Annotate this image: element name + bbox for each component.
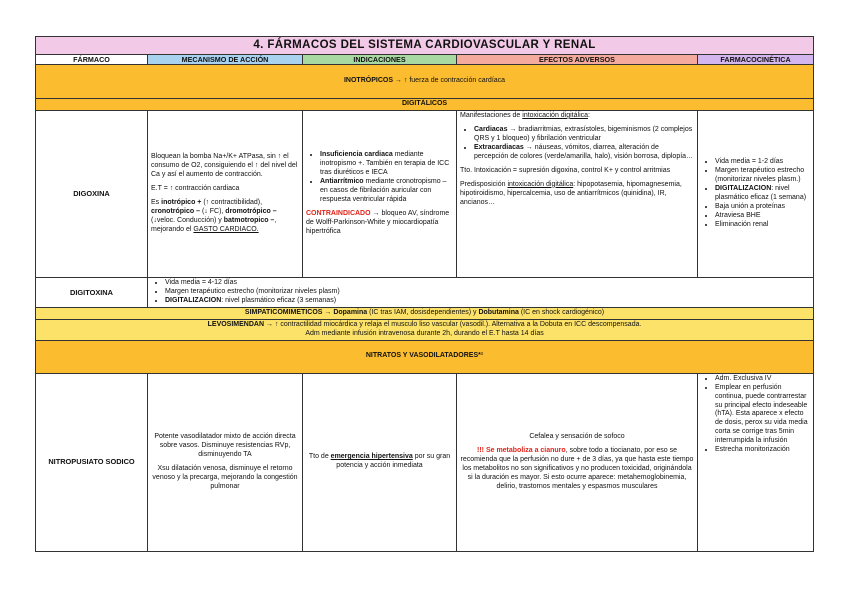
page-title: 4. FÁRMACOS DEL SISTEMA CARDIOVASCULAR Y RENAL	[36, 37, 814, 55]
drug-table	[35, 36, 814, 552]
header-farmaco: FÁRMACO	[36, 54, 148, 64]
header-efectos: EFECTOS ADVERSOS	[457, 54, 698, 64]
digitoxina-info	[148, 277, 814, 307]
digitoxina-item-2: • Margen terapéutico estrecho (monitorizar niveles plasm)	[165, 288, 810, 297]
simpaticomimeticos-banner: SIMPATICOMIMETICOS → Dopamina (IC tras IAM, dosisdependientes) y Dobutamina (IC en shock cardiogénico)	[36, 307, 814, 319]
nitropusiato-row	[36, 373, 814, 551]
nitropusiato-mecanismo	[148, 373, 303, 551]
nitropusiato-efectos	[457, 373, 698, 551]
nitropusiato-farmacocinetica	[698, 373, 814, 551]
digoxina-ef-predisposicion: Predisposición intoxicación digitálica: hipopotasemia, hipomagnesemia, hipotiroidismo, hipercalcemia, uso de antiarrítmicos (quinidina), IR, ancianos…	[460, 180, 682, 206]
digoxina-fk-3: • DIGITALIZACION: nivel plasmático eficaz (1 semana)	[715, 185, 810, 203]
nitropusiato-fk-2: • Emplear en perfusión continua, puede contrarrestar su principal efecto indeseable (hTA). Esta aparece x efecto de dosis, perox su vida media corta se corrige tras 5min interrumpida la infusión	[715, 384, 810, 447]
nitropusiato-fk-1: • Adm. Exclusiva IV	[715, 375, 810, 384]
digoxina-fk-5: • Atraviesa BHE	[715, 212, 810, 221]
digoxina-fk-1: • Vida media = 1-2 días	[715, 158, 810, 167]
digoxina-row	[36, 110, 814, 277]
levosimendan-banner: LEVOSIMENDAN → ↑ contractilidad miocárdica y relaja el musculo liso vascular (vasodil.). Alternativa a la Dobuta en ICC descompensada. Adm mediante infusión intravenosa durante 2h, durando el E.T hasta 14 días	[36, 319, 814, 340]
digoxina-ef-cardiacas: • Cardiacas → bradiarritmias, extrasístoles, bigeminismos (2 complejos QRS y 1 bloqueo) y fibrilación ventricular	[474, 126, 694, 144]
header-row	[36, 54, 814, 64]
digoxina-mec-p3: Es inotrópico + (↑ contractibilidad), cronotrópico – (↓ FC), dromotrópico – (↓veloc. Conducción) y batmotropico –, mejorando el GASTO CARDIACO.	[151, 198, 277, 233]
nitropusiato-indicaciones: Tto de emergencia hipertensiva por su gran potencia y acción inmediata	[303, 373, 457, 551]
digoxina-contraindicado: CONTRAINDICADO → bloqueo AV, síndrome de Wolff-Parkinson-White y miocardiopatía hipertrófica	[306, 209, 450, 235]
digoxina-indicaciones	[303, 110, 457, 277]
digitoxina-item-1: • Vida media = 4-12 días	[165, 279, 810, 288]
digoxina-fk-6: • Eliminación renal	[715, 221, 810, 230]
nitratos-banner: NITRATOS Y VASODILATADORES*¹	[36, 340, 814, 373]
digoxina-farmacocinetica	[698, 110, 814, 277]
digitoxina-item-3: • DIGITALIZACION: nivel plasmático eficaz (3 semanas)	[165, 297, 810, 306]
digoxina-ef-extracardiacas: • Extracardiacas → náuseas, vómitos, diarrea, alteración de percepción de colores (verde/amarilla, halo), visión borrosa, diplopía…	[474, 144, 694, 162]
nitropusiato-fk-3: • Estrecha monitorización	[715, 446, 810, 455]
digoxina-mec-p2: E.T = ↑ contracción cardiaca	[151, 184, 240, 192]
drug-name-nitropusiato: NITROPUSIATO SODICO	[36, 373, 148, 551]
levosimendan-line2: Adm mediante infusión intravenosa durante 2h, durando el E.T hasta 14 días	[305, 329, 544, 337]
digoxina-ind-1: • Insuficiencia cardiaca mediante inotropismo +. También en terapia de ICC tras diuréticos e IECA	[320, 151, 453, 178]
nitropusiato-mec-2: Xsu dilatación venosa, disminuye el retorno venoso y la precarga, mejorando la congestión pulmonar	[152, 464, 298, 490]
header-indicaciones: INDICACIONES	[303, 54, 457, 64]
inotropicos-desc: fuerza de contracción cardíaca	[407, 76, 506, 84]
nitropusiato-mec-1: Potente vasodilatador mixto de acción directa sobre vasos. Disminuye resistencias RVp, disminuyendo TA	[154, 432, 296, 458]
digitoxina-row	[36, 277, 814, 307]
digoxina-fk-2: • Margen terapéutico estrecho (monitorizar niveles plasm.)	[715, 167, 810, 185]
digoxina-ef-intro: Manifestaciones de intoxicación digitálica:	[460, 111, 590, 119]
header-mecanismo: MECANISMO DE ACCIÓN	[148, 54, 303, 64]
digoxina-ef-tto: Tto. Intoxicación = supresión digoxina, control K+ y control arritmias	[460, 166, 671, 174]
digoxina-ind-2: • Antiarrítmico mediante cronotropismo – en casos de fibrilación auricular con respuesta ventricular rápida	[320, 178, 453, 205]
drug-name-digoxina: DIGOXINA	[36, 110, 148, 277]
inotropicos-label: INOTRÓPICOS → ↑	[343, 76, 408, 84]
header-farmacocinetica: FARMACOCINÉTICA	[698, 54, 814, 64]
inotropicos-banner	[36, 64, 814, 98]
nitropusiato-ef-1: Cefalea y sensación de sofoco	[529, 432, 625, 440]
digoxina-fk-4: • Baja unión a proteínas	[715, 203, 810, 212]
digoxina-mecanismo	[148, 110, 303, 277]
digoxina-mec-p1: Bloquean la bomba Na+/K+ ATPasa, sin ↑ el consumo de O2, consiguiendo el ↑ del nivel del Ca y así el aumento de contracción.	[151, 153, 298, 179]
nitropusiato-ef-2: !!! Se metaboliza a cianuro, sobre todo a tiocianato, por eso se recomienda que la perfusión no dure + de 3 días, ya que hasta este tiempo los metabolitos no son significativos y no producen toxicidad, originándola si la duración es mayor. Si esto ocurre aparece: metahemoglobinemia, delirio, trastornos mentales y espasmos musculares	[460, 446, 694, 490]
digoxina-efectos	[457, 110, 698, 277]
drug-name-digitoxina: DIGITOXINA	[36, 277, 148, 307]
digitalicos-banner: DIGITÁLICOS	[36, 98, 814, 110]
